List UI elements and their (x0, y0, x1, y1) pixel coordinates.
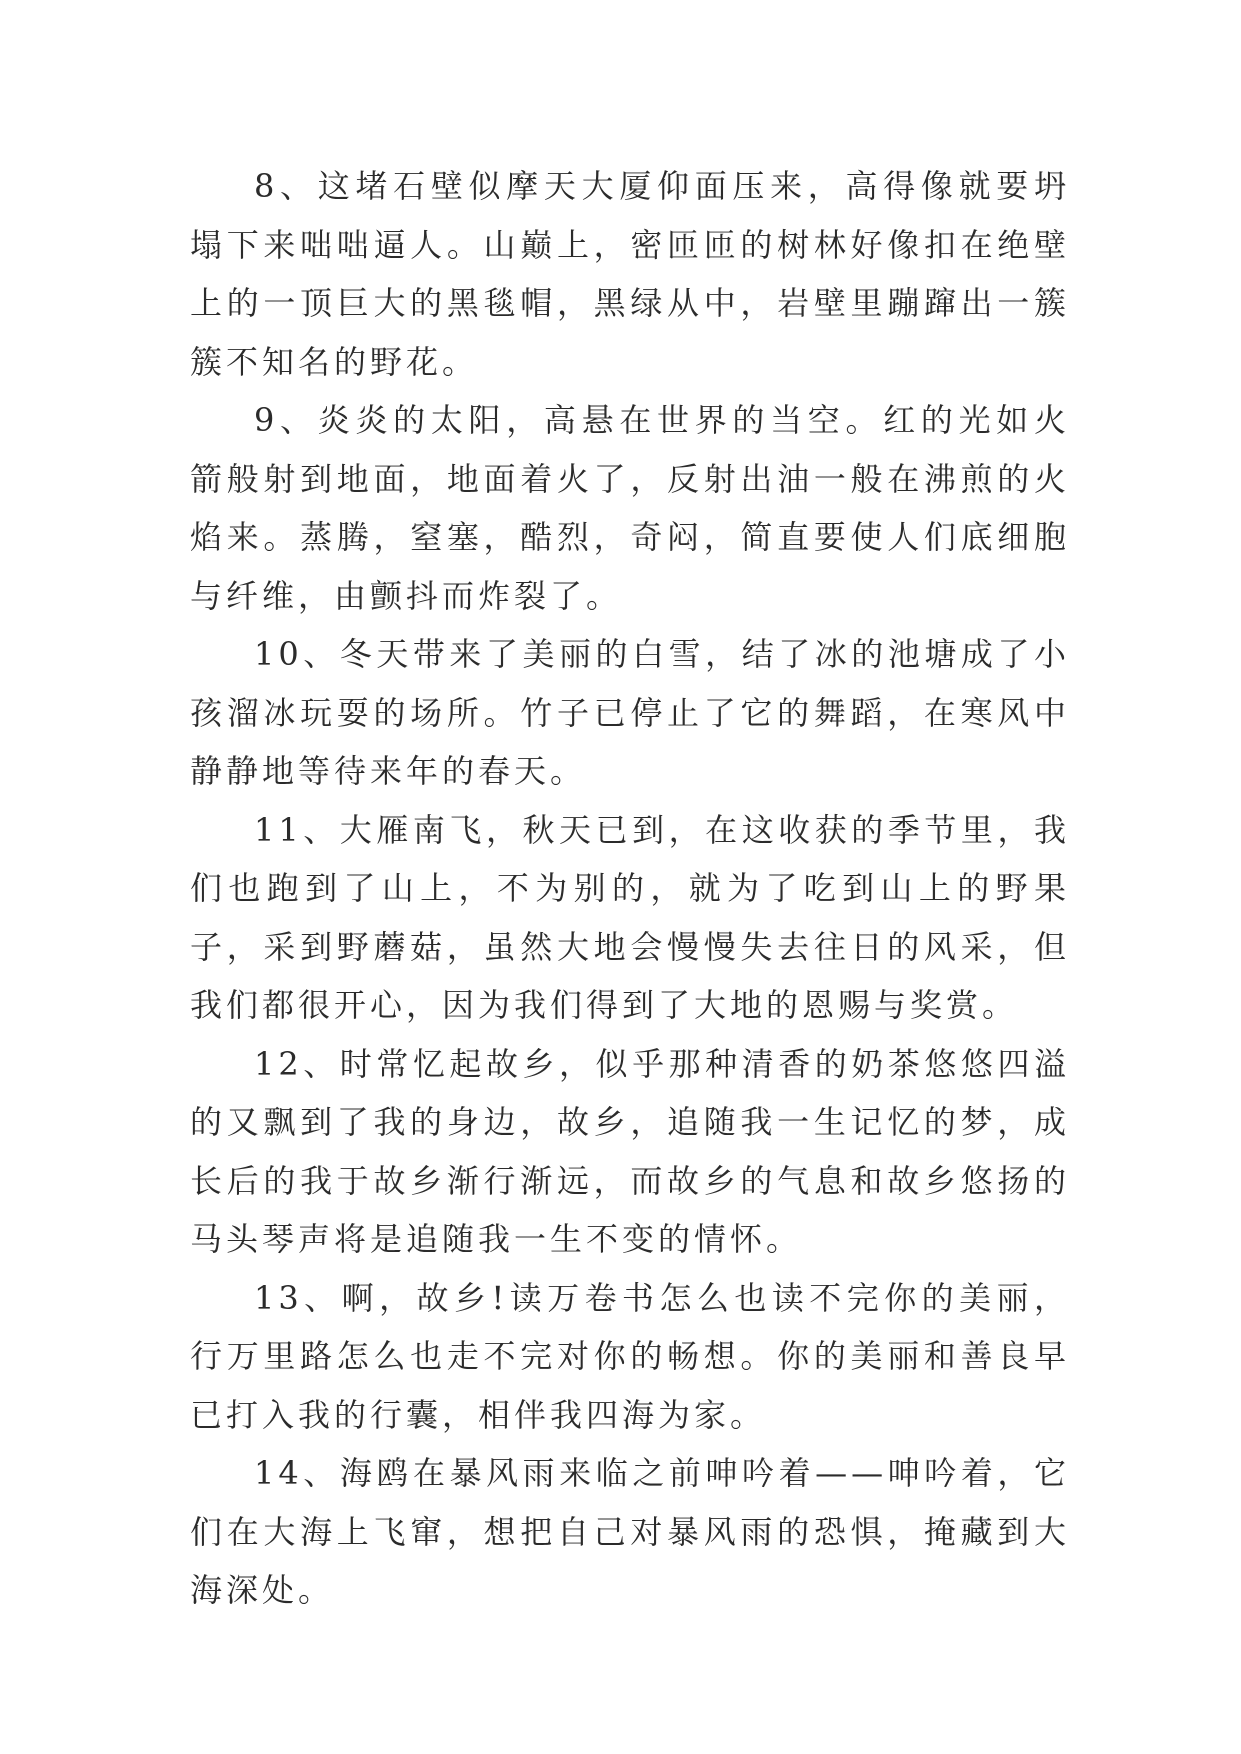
paragraph-9: 9、炎炎的太阳，高悬在世界的当空。红的光如火箭般射到地面，地面着火了，反射出油一般在沸煎的火焰来。蒸腾，窒塞，酷烈，奇闷，简直要使人们底细胞与纤维，由颤抖而炸裂了。 (190, 401, 1070, 615)
paragraph-11: 11、大雁南飞，秋天已到，在这收获的季节里，我们也跑到了山上，不为别的，就为了吃到山上的野果子，采到野蘑菇，虽然大地会慢慢失去往日的风采，但我们都很开心，因为我们得到了大地的恩赐与奖赏。 (190, 810, 1070, 1024)
paragraph-13: 13、啊，故乡!读万卷书怎么也读不完你的美丽，行万里路怎么也走不完对你的畅想。你的美丽和善良早已打入我的行囊，相伴我四海为家。 (190, 1278, 1070, 1434)
paragraph-8: 8、这堵石壁似摩天大厦仰面压来，高得像就要坍塌下来咄咄逼人。山巅上，密匝匝的树林好像扣在绝壁上的一顶巨大的黑毯帽，黑绿从中，岩壁里蹦蹿出一簇簇不知名的野花。 (190, 167, 1070, 381)
paragraph-14: 14、海鸥在暴风雨来临之前呻吟着——呻吟着，它们在大海上飞窜，想把自己对暴风雨的恐惧，掩藏到大海深处。 (190, 1454, 1070, 1609)
document-body (190, 157, 1070, 1620)
paragraph-10: 10、冬天带来了美丽的白雪，结了冰的池塘成了小孩溜冰玩耍的场所。竹子已停止了它的舞蹈，在寒风中静静地等待来年的春天。 (190, 635, 1070, 790)
paragraph-12: 12、时常忆起故乡，似乎那种清香的奶茶悠悠四溢的又飘到了我的身边，故乡，追随我一生记忆的梦，成长后的我于故乡渐行渐远，而故乡的气息和故乡悠扬的马头琴声将是追随我一生不变的情怀。 (190, 1044, 1070, 1258)
